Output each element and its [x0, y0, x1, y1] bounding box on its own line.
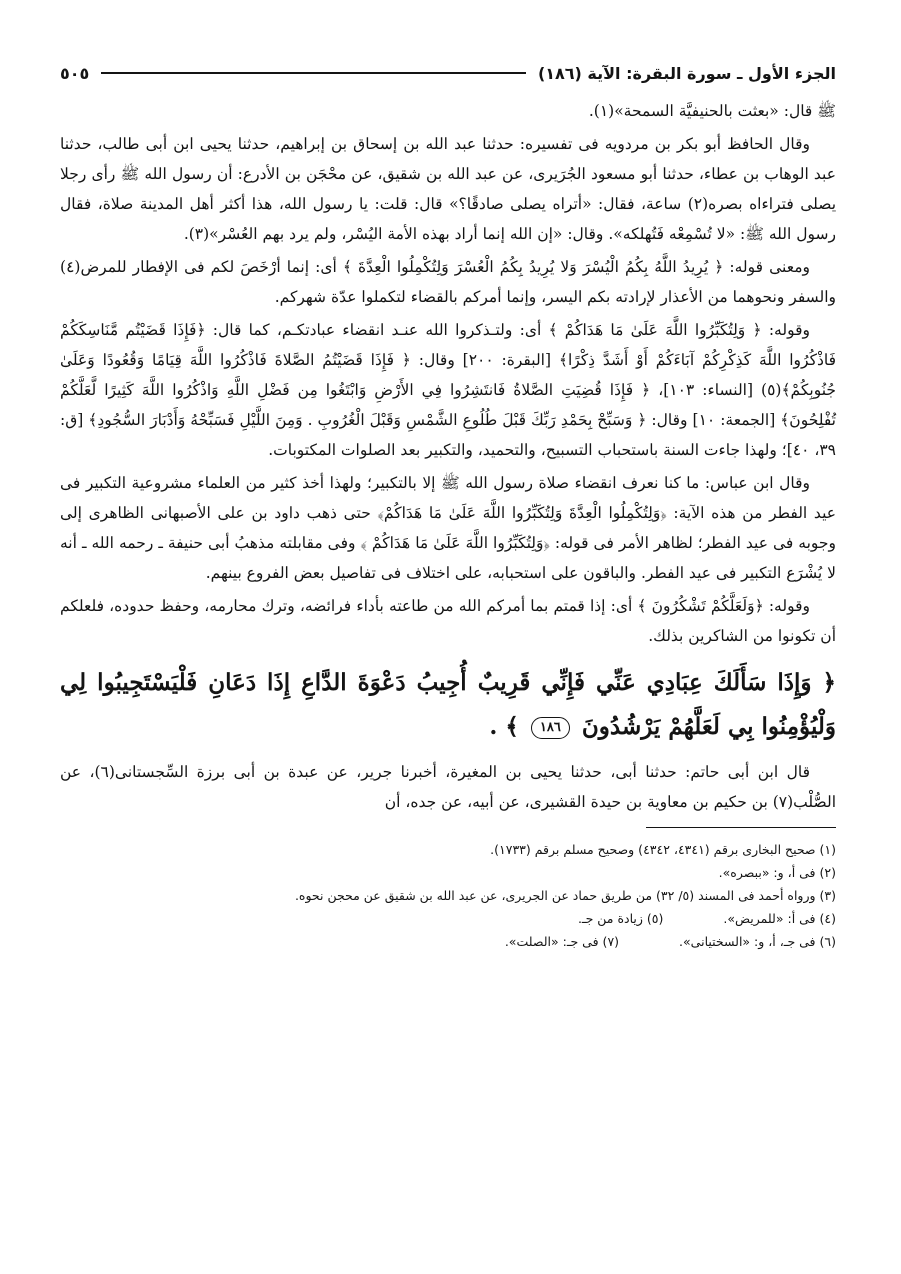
footnote-1: (١) صحيح البخارى برقم (٤٣٤١، ٤٣٤٢) وصحيح مسلم برقم (١٧٣٣). [490, 842, 836, 857]
paragraph: وقال الحافظ أبو بكر بن مردويه فى تفسيره: حدثنا عبد الله بن إسحاق بن إبراهيم، حدثنا يحيى ابن أبى طالب، حدثنا عبد الوهاب بن عطاء، حدثنا أبو مسعود الجُرَيرى، عن عبد الله بن شقيق، عن محْجَن بن الأدرع: أن رسول الله ﷺ رأى رجلا يصلى فتراءاه بصره(٢) ساعة، فقال: «أتراه يصلى صادقًا؟» قال: قلت: يا رسول الله، هذا أكثر أهل المدينة صلاة، فقال رسول الله ﷺ: «لا تُسْمِعْه فَتُهلكه». وقال: «إن الله إنما أراد بهذه الأمة اليُسْر، ولم يرد بهم العُسْر»(٣). [60, 135, 837, 243]
footnote-6: (٦) فى جـ، أ، و: «السختيانى». [679, 934, 836, 949]
paragraph: ومعنى قوله: ﴿ يُرِيدُ اللَّهُ بِكُمُ الْيُسْرَ وَلا يُرِيدُ بِكُمُ الْعُسْرَ وَلِتُكْمِلُوا الْعِدَّةَ ﴾ أى: إنما أرْخَصَ لكم فى الإفطار للمرض(٤) والسفر ونحوهما من الأعذار لإرادته بكم اليسر، وإنما أمركم بالقضاء لتكملوا عدّة شهركم. [60, 258, 836, 306]
running-header [60, 58, 836, 88]
paragraph: وقوله: ﴿وَلَعَلَّكُمْ تَشْكُرُونَ ﴾ أى: إذا قمتم بما أمركم الله من طاعته بأداء فرائضه، وترك محارمه، وحفظ حدوده، فلعلكم أن تكونوا من الشاكرين بذلك. [60, 597, 836, 645]
paragraph: ﷺ قال: «بعثت بالحنيفيَّة السمحة»(١). [588, 102, 836, 120]
header-rule [101, 72, 526, 74]
quran-verse-block [60, 661, 836, 749]
header-title: الجزء الأول ـ سورة البقرة: الآية (١٨٦) [537, 63, 836, 83]
verse-text: ﴿ وَإِذَا سَأَلَكَ عِبَادِي عَنِّي فَإِنِّي قَرِيبٌ أُجِيبُ دَعْوَةَ الدَّاعِ إِذَا دَعَانِ فَلْيَسْتَجِيبُوا لِي وَلْيُؤْمِنُوا بِي لَعَلَّهُمْ يَرْشُدُونَ [60, 669, 836, 740]
verse-close: ﴾ . [489, 713, 519, 740]
footnote-row [60, 838, 836, 861]
book-page [60, 58, 836, 1258]
footnote-3: (٣) ورواه أحمد فى المسند (٥/ ٣٢) من طريق حماد عن الجريرى، عن عبد الله بن شقيق عن محجن نحوه. [294, 888, 836, 903]
footnote-4: (٤) فى أ: «للمريض». [723, 911, 836, 926]
footnote-row [60, 907, 836, 930]
verse-number-badge: ١٨٦ [531, 717, 570, 739]
footnote-row [60, 861, 836, 884]
footnote-row [60, 884, 836, 907]
paragraph: قال ابن أبى حاتم: حدثنا أبى، حدثنا يحيى بن المغيرة، أخبرنا جرير، عن عبدة بن أبى برزة السِّجستانى(٦)، عن الصُّلْب(٧) بن حكيم بن معاوية بن حيدة القشيرى، عن أبيه، عن جده، أن [60, 763, 836, 811]
body-text [60, 96, 836, 817]
footnote-2: (٢) فى أ، و: «ببصره». [718, 865, 836, 880]
footnote-divider [646, 827, 836, 828]
page-number: ٥٠٥ [60, 63, 90, 83]
footnote-5: (٥) زيادة من جـ. [577, 911, 664, 926]
paragraph: وقوله: ﴿ وَلِتُكَبِّرُوا اللَّهَ عَلَىٰ مَا هَدَاكُمْ ﴾ أى: ولتـذكروا الله عنـد انقضاء عبادتكـم، كما قال: ﴿فَإِذَا قَضَيْتُم مَّنَاسِكَكُمْ فَاذْكُرُوا اللَّهَ كَذِكْرِكُمْ آبَاءَكُمْ أَوْ أَشَدَّ ذِكْرًا﴾ [البقرة: ٢٠٠] وقال: ﴿ فَإِذَا قَضَيْتُمُ الصَّلاةَ فَاذْكُرُوا اللَّهَ قِيَامًا وَقُعُودًا وَعَلَىٰ جُنُوبِكُمْ﴾(٥) [النساء: ١٠٣]، ﴿ فَإِذَا قُضِيَتِ الصَّلاةُ فَانتَشِرُوا فِي الأَرْضِ وَابْتَغُوا مِن فَضْلِ اللَّهِ وَاذْكُرُوا اللَّهَ كَثِيرًا لَّعَلَّكُمْ تُفْلِحُونَ﴾ [الجمعة: ١٠] وقال: ﴿ وَسَبِّحْ بِحَمْدِ رَبِّكَ قَبْلَ طُلُوعِ الشَّمْسِ وَقَبْلَ الْغُرُوبِ . وَمِنَ اللَّيْلِ فَسَبِّحْهُ وَأَدْبَارَ السُّجُودِ﴾ [ق: ٣٩، ٤٠]؛ ولهذا جاءت السنة باستحباب التسبيح، والتحميد، والتكبير بعد الصلوات المكتوبات. [60, 321, 837, 459]
paragraph: وقال ابن عباس: ما كنا نعرف انقضاء صلاة رسول الله ﷺ إلا بالتكبير؛ ولهذا أخذ كثير من العلماء مشروعية التكبير فى عيد الفطر من هذه الآية: ﴿وَلِتُكْمِلُوا الْعِدَّةَ وَلِتُكَبِّرُوا اللَّهَ عَلَىٰ مَا هَدَاكُمْ﴾ حتى ذهب داود بن على الأصبهانى الظاهرى إلى وجوبه فى عيد الفطر؛ لظاهر الأمر فى قوله: ﴿وَلِتُكَبِّرُوا اللَّهَ عَلَىٰ مَا هَدَاكُمْ ﴾ وفى مقابلته مذهبُ أبى حنيفة ـ رحمه الله ـ أنه لا يُشْرَع التكبير فى عيد الفطر. والباقون على استحبابه، على اختلاف فى تفاصيل بعض الفروع بينهم. [60, 474, 836, 582]
footnote-row [60, 930, 836, 953]
footnote-7: (٧) فى جـ: «الصلت». [504, 934, 620, 949]
footnotes [60, 838, 836, 953]
